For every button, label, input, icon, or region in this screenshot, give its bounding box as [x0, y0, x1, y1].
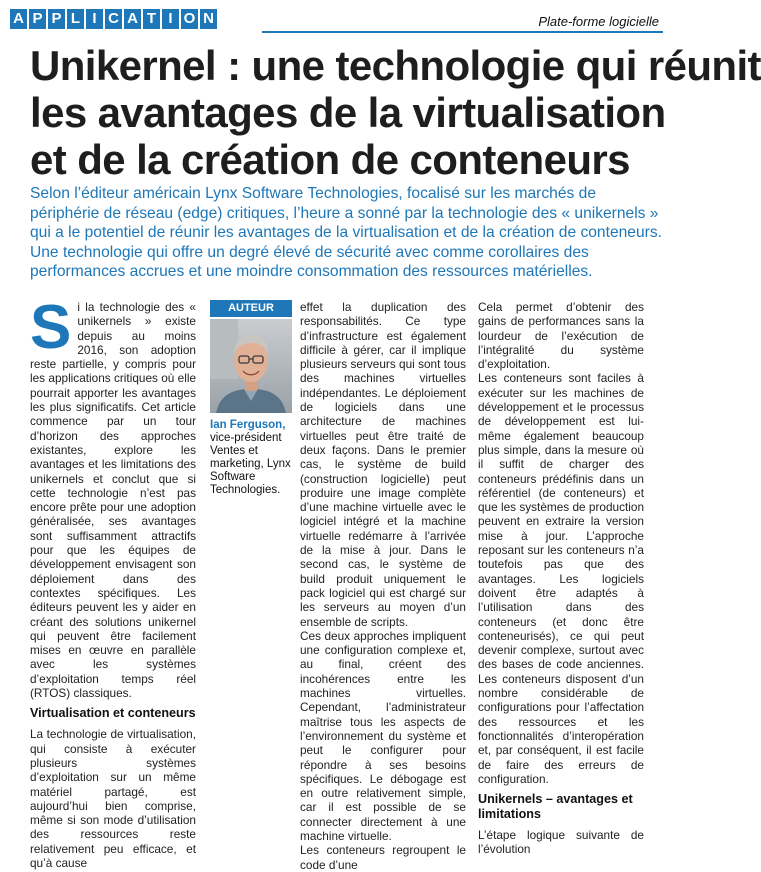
- header-rule: [262, 31, 663, 33]
- body-paragraph: Les conteneurs regroupent le code d’une: [300, 843, 466, 872]
- rubric-letter: C: [105, 9, 122, 29]
- rubric-letter: T: [143, 9, 160, 29]
- paragraph-text: i la technologie des « unikernels » existe depuis au moins 2016, son adoption reste partielle, y compris pour les applications critiques où elle pourrait apporter les avantages les plus significatifs. Cet article commence par un tour d’horizon des approches existantes, explore les avantages et les limitations des unikernels et conclut que si cette technologie n’est pas encore prête pour une adoption généralisée, ses avantages sont suffisamment attractifs pour que les équipes de développement envisagent son déploiement dans des contextes spécifiques. Les éditeurs peuvent les y aider en créant des solutions unikernel qui peuvent être facilement mises en œuvre en parallèle avec les systèmes d’exploitation temps réel (RTOS) classiques.: [30, 300, 196, 701]
- rubric-letter: A: [124, 9, 141, 29]
- author-photo: [210, 319, 292, 413]
- page-header: [0, 0, 673, 34]
- column-2: [300, 300, 466, 872]
- body-paragraph: Cela permet d’obtenir des gains de performances sans la lourdeur de l’exécution de l’intégralité du système d’exploitation.: [478, 300, 644, 372]
- author-name: Ian Ferguson,: [210, 419, 286, 431]
- body-paragraph: Ces deux approches impliquent une configuration complexe et, au final, créent des incohérences entre les machines virtuelles. Cependant, l’administrateur maîtrise tous les aspects de l’environnement du système et peut le configurer pour répondre à ses besoins spécifiques. Le débogage est en outre relativement simple, car il est possible de se connecter directement à une machine virtuelle.: [300, 628, 466, 843]
- author-role: vice-président Ventes et marketing, Lynx Software Technologies.: [210, 432, 291, 496]
- title-line: et de la création de conteneurs: [30, 136, 630, 183]
- rubric-application: [10, 9, 217, 29]
- rubric-letter: A: [10, 9, 27, 29]
- body-paragraph: L’étape logique suivante de l’évolution: [478, 828, 644, 857]
- author-label: AUTEUR: [210, 300, 292, 317]
- body-paragraph: Les conteneurs sont faciles à exécuter sur les machines de développement et le processus de développement est lui-même également beaucoup plus simple, dans la mesure où il suffit de charger des conteneurs prédéfinis dans un référentiel (de conteneurs) et que les systèmes de production peuvent en extraire la version mise à jour. L’approche reposant sur les conteneurs n’a toutefois pas que des avantages. Les logiciels doivent être adaptés à l’utilisation dans des conteneurs (et donc être conteneurisés), ce qui peut devenir complexe, surtout avec des bases de code anciennes. Les conteneurs disposent d’un nombre considérable de configurations pour l’affectation des ressources et les fonctionnalités d’interopération et, par conséquent, il est facile de faire des erreurs de configuration.: [478, 371, 644, 786]
- column-3: [478, 300, 644, 857]
- body-paragraph: effet la duplication des responsabilités. Ce type d’infrastructure est également difficile à gérer, car il implique plusieurs serveurs qui sont tous des machines virtuelles indépendantes. Le déploiement de logiciels dans une architecture de machines virtuelles peut être traité de deux façons. Dans le premier cas, le système de build (construction logicielle) peut produire une image complète d’une machine virtuelle avec le logiciel intégré et la machine virtuelle redémarre à l’arrivée de la mise à jour. Dans le second cas, le système de build produit uniquement le pack logiciel qui est chargé sur les serveurs au moyen d’un ensemble de scripts.: [300, 300, 466, 629]
- article-title: [30, 42, 761, 183]
- rubric-letter: P: [48, 9, 65, 29]
- author-box: [210, 300, 292, 497]
- body-paragraph: La technologie de virtualisation, qui consiste à exécuter plusieurs systèmes d’exploitation sur un même matériel partagé, est aujourd’hui bien comprise, même si son mode d’utilisation des ressources reste relativement peu efficace, et qu’à cause: [30, 727, 196, 870]
- drop-cap: S: [30, 293, 72, 362]
- title-line: les avantages de la virtualisation: [30, 89, 666, 136]
- body-paragraph: [30, 293, 196, 701]
- section-label: Plate-forme logicielle: [538, 14, 659, 29]
- article-lead: Selon l’éditeur américain Lynx Software Technologies, focalisé sur les marchés de périphérie de réseau (edge) critiques, l’heure a sonné par la technologie des « unikernels » qui a le potentiel de réunir les avantages de la virtualisation et de la création de conteneurs. Une technologie qui offre un degré élevé de sécurité avec comme corollaires des performances accrues et une moindre consommation des ressources matérielles.: [30, 185, 662, 280]
- subheading: Unikernels – avantages et limitations: [478, 792, 633, 822]
- rubric-letter: L: [67, 9, 84, 29]
- subheading: Virtualisation et conteneurs: [30, 706, 196, 721]
- rubric-letter: O: [181, 9, 198, 29]
- rubric-letter: N: [200, 9, 217, 29]
- column-1: [30, 293, 196, 870]
- rubric-letter: P: [29, 9, 46, 29]
- title-line: Unikernel : une technologie qui réunit: [30, 42, 761, 89]
- rubric-letter: I: [86, 9, 103, 29]
- rubric-letter: I: [162, 9, 179, 29]
